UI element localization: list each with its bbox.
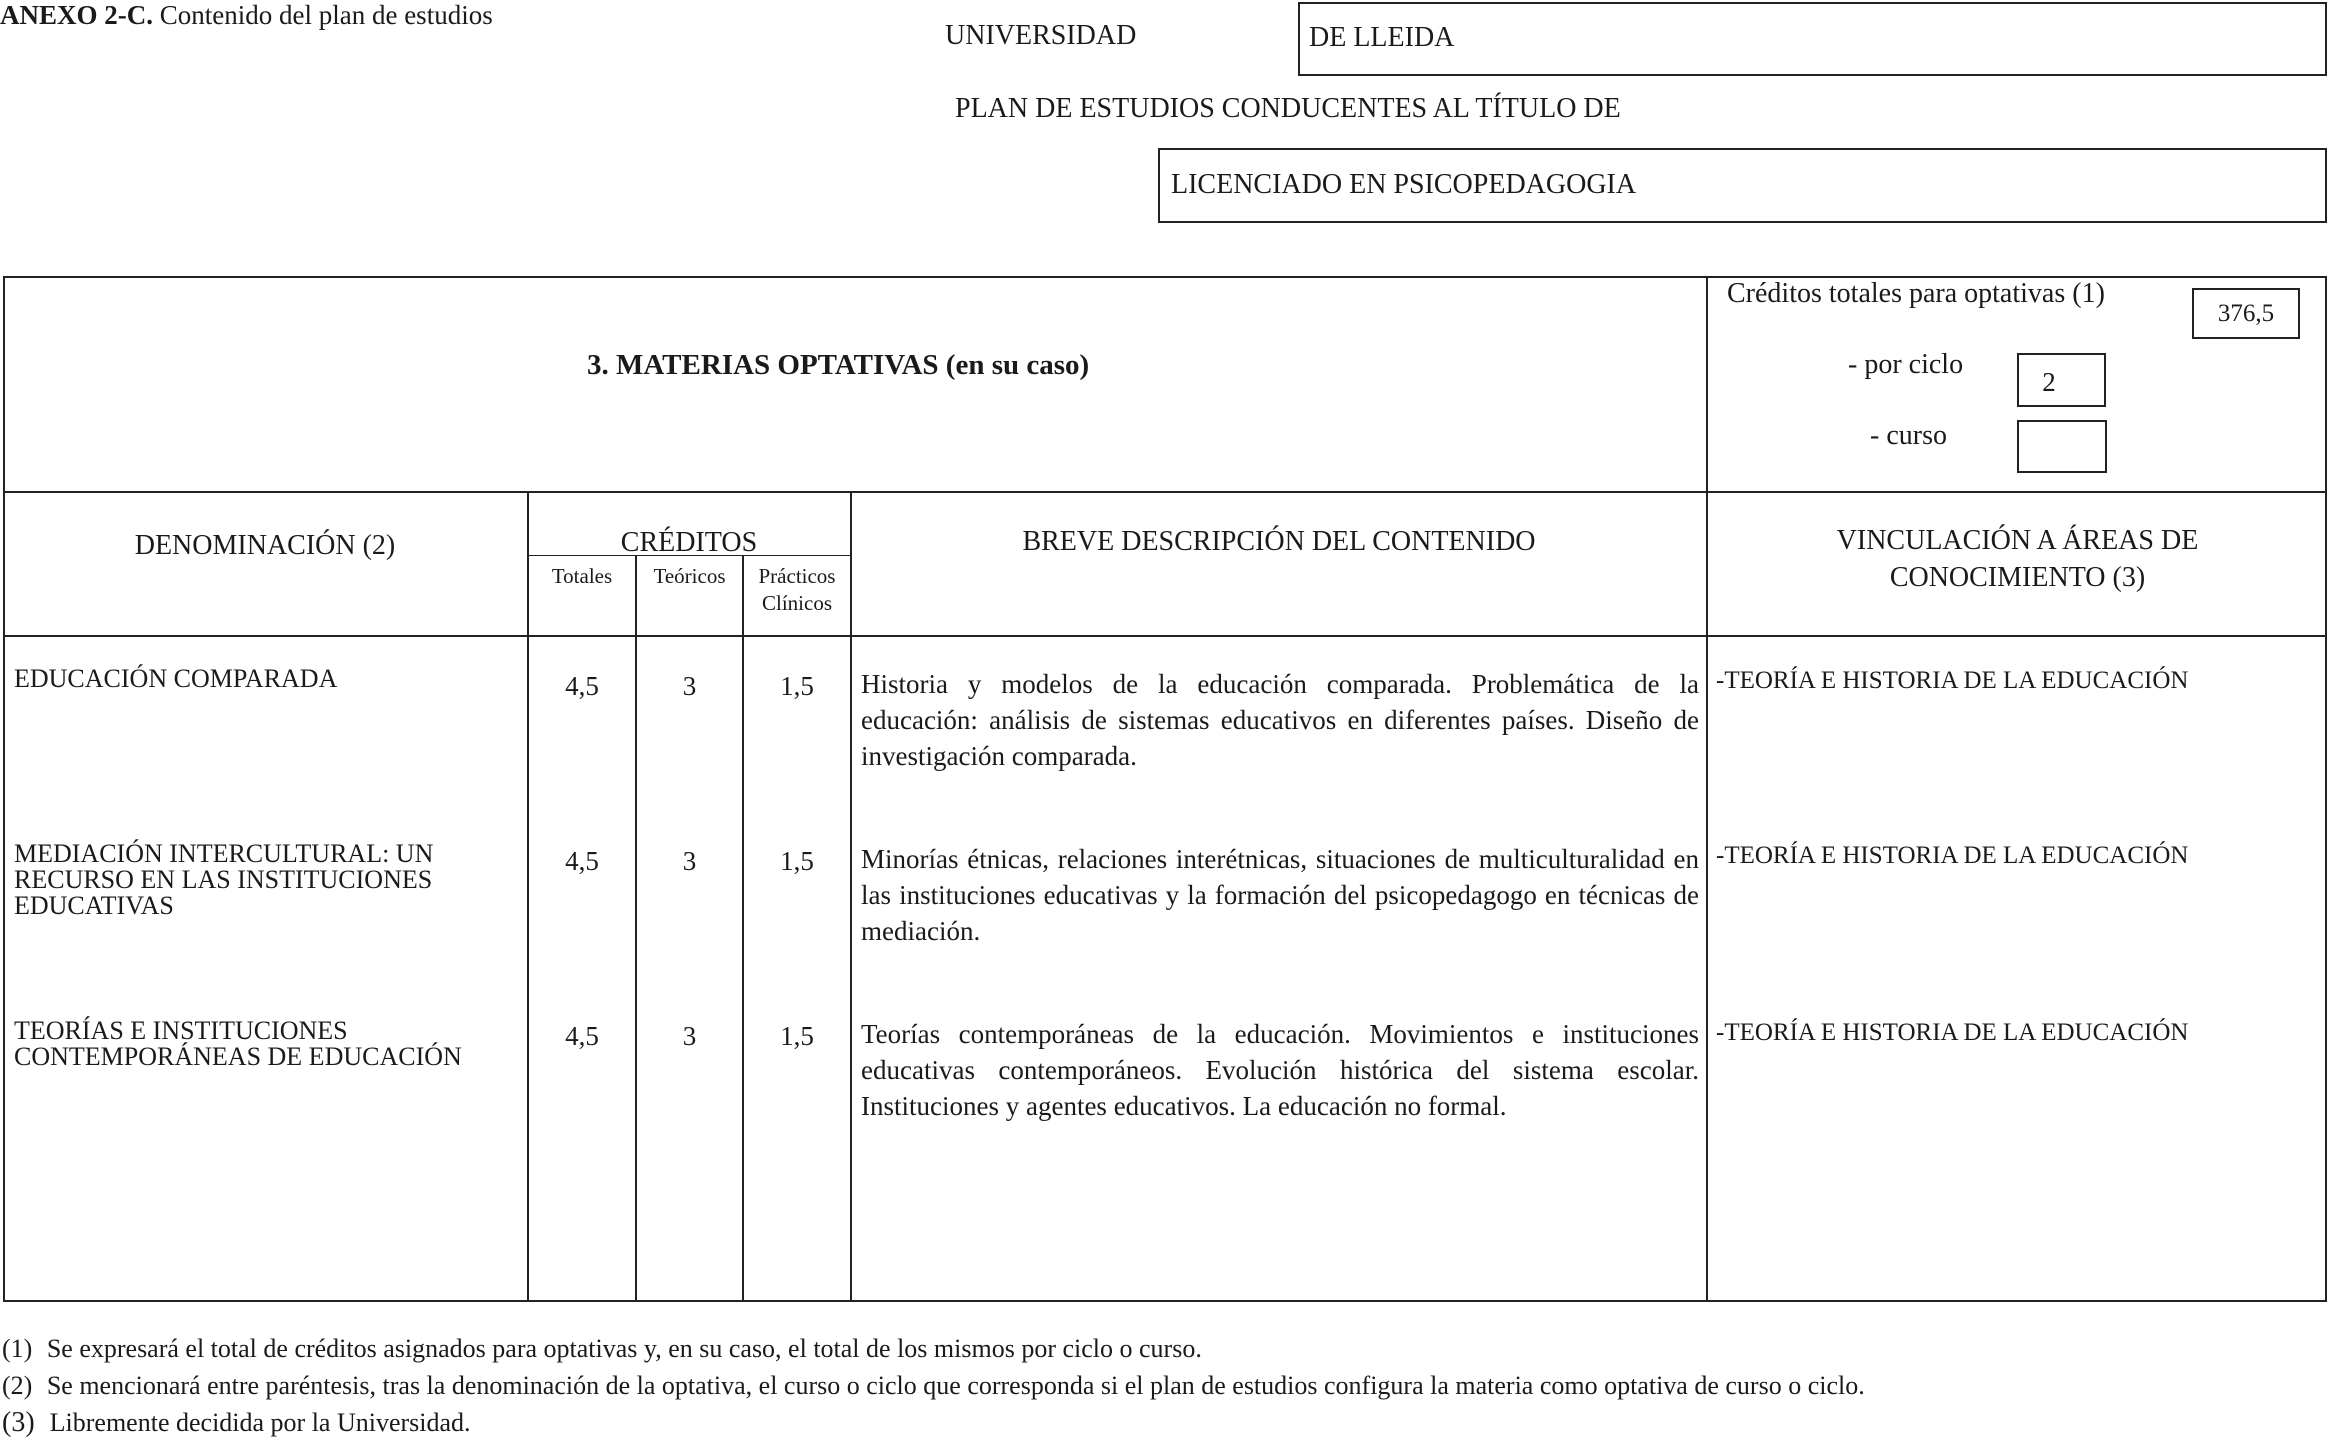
- footnote-mark: (2): [2, 1371, 33, 1400]
- university-label: UNIVERSIDAD: [945, 20, 1137, 51]
- plan-label: PLAN DE ESTUDIOS CONDUCENTES AL TÍTULO DE: [955, 93, 1621, 124]
- knowledge-area: -TEORÍA E HISTORIA DE LA EDUCACIÓN: [1716, 842, 2189, 869]
- credits-total-value: 376,5: [2217, 300, 2275, 327]
- header-vinculacion-line1: VINCULACIÓN A ÁREAS DE: [1836, 525, 2199, 556]
- por-ciclo-value: 2: [2042, 367, 2056, 397]
- subject-description: Historia y modelos de la educación comparada. Problemática de la educación: análisis de sistemas educativos en diferentes países. Diseño de investigación comparada.: [861, 669, 1699, 771]
- knowledge-area: -TEORÍA E HISTORIA DE LA EDUCACIÓN: [1716, 667, 2189, 694]
- table-divider-v: [850, 491, 852, 1302]
- credits-totales: 4,5: [565, 1021, 599, 1051]
- table-divider-h: [3, 491, 2327, 493]
- university-value: DE LLEIDA: [1309, 22, 1455, 53]
- credits-teoricos: 3: [682, 1021, 697, 1051]
- credits-totales: 4,5: [565, 671, 599, 701]
- degree-title-value: LICENCIADO EN PSICOPEDAGOGIA: [1171, 169, 1637, 200]
- header-totales: Totales: [551, 564, 613, 588]
- header-creditos: CRÉDITOS: [620, 527, 758, 558]
- annex-heading: [0, 2, 493, 29]
- footnote-mark: (3): [2, 1407, 35, 1438]
- footnote-mark: (1): [2, 1334, 33, 1363]
- credits-total-label: Créditos totales para optativas (1): [1727, 278, 2105, 309]
- curso-box: [2017, 420, 2107, 473]
- credits-practicos: 1,5: [780, 846, 814, 876]
- footnote-text: Se mencionará entre paréntesis, tras la denominación de la optativa, el curso o ciclo que corresponda si el plan de estudios configura la materia como optativa de curso o ciclo.: [46, 1371, 1865, 1400]
- subject-name-line: RECURSO EN LAS INSTITUCIONES: [14, 865, 433, 894]
- subject-name-line: CONTEMPORÁNEAS DE EDUCACIÓN: [14, 1042, 462, 1071]
- table-divider-h: [3, 635, 2327, 637]
- credits-total-box: [2192, 288, 2300, 339]
- subject-description: Minorías étnicas, relaciones interétnicas, situaciones de multiculturalidad en las instituciones educativas y la formación del psicopedagogo en técnicas de mediación.: [861, 844, 1699, 946]
- credits-practicos: 1,5: [780, 671, 814, 701]
- annex-number: ANEXO 2-C.: [0, 0, 153, 30]
- curso-label: - curso: [1870, 420, 1947, 451]
- subject-name-line: MEDIACIÓN INTERCULTURAL: UN: [14, 839, 434, 868]
- degree-title-field: [1158, 148, 2327, 223]
- footnote-text: Se expresará el total de créditos asignados para optativas y, en su caso, el total de los mismos por ciclo o curso.: [46, 1334, 1202, 1363]
- header-denominacion: DENOMINACIÓN (2): [134, 530, 396, 561]
- footnote: [2, 1409, 471, 1437]
- header-vinculacion-line2: CONOCIMIENTO (3): [1889, 562, 2146, 593]
- header-clinicos: Clínicos: [761, 591, 832, 615]
- credits-teoricos: 3: [682, 846, 697, 876]
- header-descripcion: BREVE DESCRIPCIÓN DEL CONTENIDO: [1022, 526, 1536, 557]
- table-divider-v: [527, 491, 529, 1302]
- header-teoricos: Teóricos: [653, 564, 726, 588]
- subject-name-line: EDUCATIVAS: [14, 891, 174, 920]
- credits-teoricos: 3: [682, 671, 697, 701]
- footnote: [2, 1373, 1865, 1399]
- subject-name: [14, 841, 519, 919]
- subject-name-line: TEORÍAS E INSTITUCIONES: [14, 1016, 348, 1045]
- subject-name-line: EDUCACIÓN COMPARADA: [14, 664, 338, 693]
- por-ciclo-label: - por ciclo: [1848, 349, 1964, 380]
- table-divider-v: [1706, 276, 1708, 1302]
- university-field: [1298, 2, 2327, 76]
- annex-subtitle: Contenido del plan de estudios: [159, 0, 493, 30]
- footnote: [2, 1336, 1202, 1362]
- optional-subjects-table: [3, 276, 2327, 1302]
- credits-totales: 4,5: [565, 846, 599, 876]
- credits-practicos: 1,5: [780, 1021, 814, 1051]
- subject-name: [14, 1018, 519, 1070]
- header-practicos: Prácticos: [758, 564, 836, 588]
- footnote-text: Libremente decidida por la Universidad.: [49, 1408, 471, 1437]
- por-ciclo-box: [2017, 353, 2106, 407]
- subject-description: Teorías contemporáneas de la educación. Movimientos e instituciones educativas contemporáneos. Evolución histórica del sistema escolar. Instituciones y agentes educativos. La educación no formal.: [861, 1019, 1699, 1121]
- knowledge-area: -TEORÍA E HISTORIA DE LA EDUCACIÓN: [1716, 1019, 2189, 1046]
- section-title: 3. MATERIAS OPTATIVAS (en su caso): [587, 349, 1090, 381]
- subject-name: [14, 666, 519, 692]
